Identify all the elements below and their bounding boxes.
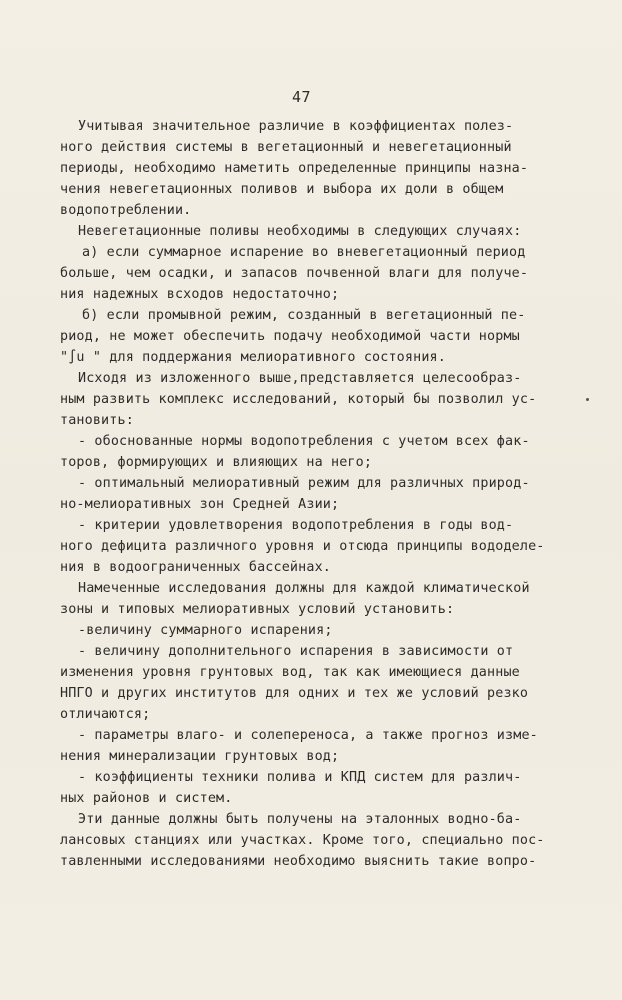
- text-line: - коэффициенты техники полива и КПД систем для различ-: [78, 770, 522, 785]
- text-line: периоды, необходимо наметить определенные принципы назна-: [60, 161, 529, 176]
- text-line: - оптимальный мелиоративный режим для различных природ-: [78, 476, 530, 491]
- text-line: Исходя из изложенного выше,представляется целесообраз-: [78, 371, 522, 386]
- page-number: 47: [292, 88, 312, 106]
- text-line: но-мелиоративных зон Средней Азии;: [60, 497, 340, 512]
- text-line: Учитывая значительное различие в коэффициентах полез-: [78, 119, 514, 134]
- text-line: Невегетационные поливы необходимы в следующих случаях:: [78, 224, 522, 239]
- text-line: Эти данные должны быть получены на эталонных водно-ба-: [78, 812, 522, 827]
- text-line: - критерии удовлетворения водопотребления в годы вод-: [78, 518, 514, 533]
- text-line: нения минерализации грунтовых вод;: [60, 749, 340, 764]
- text-line: ным развить комплекс исследований, который бы позволил ус-: [60, 392, 537, 407]
- text-line: б) если промывной режим, созданный в вегетационный пе-: [82, 308, 526, 323]
- text-line: а) если суммарное испарение во вневегетационный период: [82, 245, 526, 260]
- text-line: ного дефицита различного уровня и отсюда принципы вододеле-: [60, 539, 545, 554]
- text-line: тавленными исследованиями необходимо выяснить такие вопро-: [60, 854, 537, 869]
- text-line: водопотреблении.: [60, 203, 192, 218]
- stray-mark: [586, 398, 589, 401]
- text-line: ных районов и систем.: [60, 791, 233, 806]
- text-line: - величину дополнительного испарения в зависимости от: [78, 644, 514, 659]
- text-line: больше, чем осадки, и запасов почвенной влаги для получе-: [60, 266, 529, 281]
- text-line: ного действия системы в вегетационный и невегетационный: [60, 140, 512, 155]
- text-line: торов, формирующих и влияющих на него;: [60, 455, 373, 470]
- text-line: -величину суммарного испарения;: [78, 623, 333, 638]
- text-line: ния в водоограниченных бассейнах.: [60, 560, 331, 575]
- text-line: зоны и типовых мелиоративных условий установить:: [60, 602, 455, 617]
- text-line: НПГО и других институтов для одних и тех же условий резко: [60, 686, 529, 701]
- text-line: чения невегетационных поливов и выбора их доли в общем: [60, 182, 504, 197]
- text-line: изменения уровня грунтовых вод, так как имеющиеся данные: [60, 665, 520, 680]
- text-line: "∫u " для поддержания мелиоративного состояния.: [60, 350, 446, 365]
- text-line: - параметры влаго- и солепереноса, а также прогноз изме-: [78, 728, 538, 743]
- text-line: тановить:: [60, 413, 134, 428]
- text-line: отличаются;: [60, 707, 151, 722]
- text-line: - обоснованные нормы водопотребления с учетом всех фак-: [78, 434, 530, 449]
- text-line: лансовых станциях или участках. Кроме того, специально пос-: [60, 833, 545, 848]
- text-line: ния надежных всходов недостаточно;: [60, 287, 340, 302]
- text-line: риод, не может обеспечить подачу необходимой части нормы: [60, 329, 520, 344]
- text-line: Намеченные исследования должны для каждой климатической: [78, 581, 530, 596]
